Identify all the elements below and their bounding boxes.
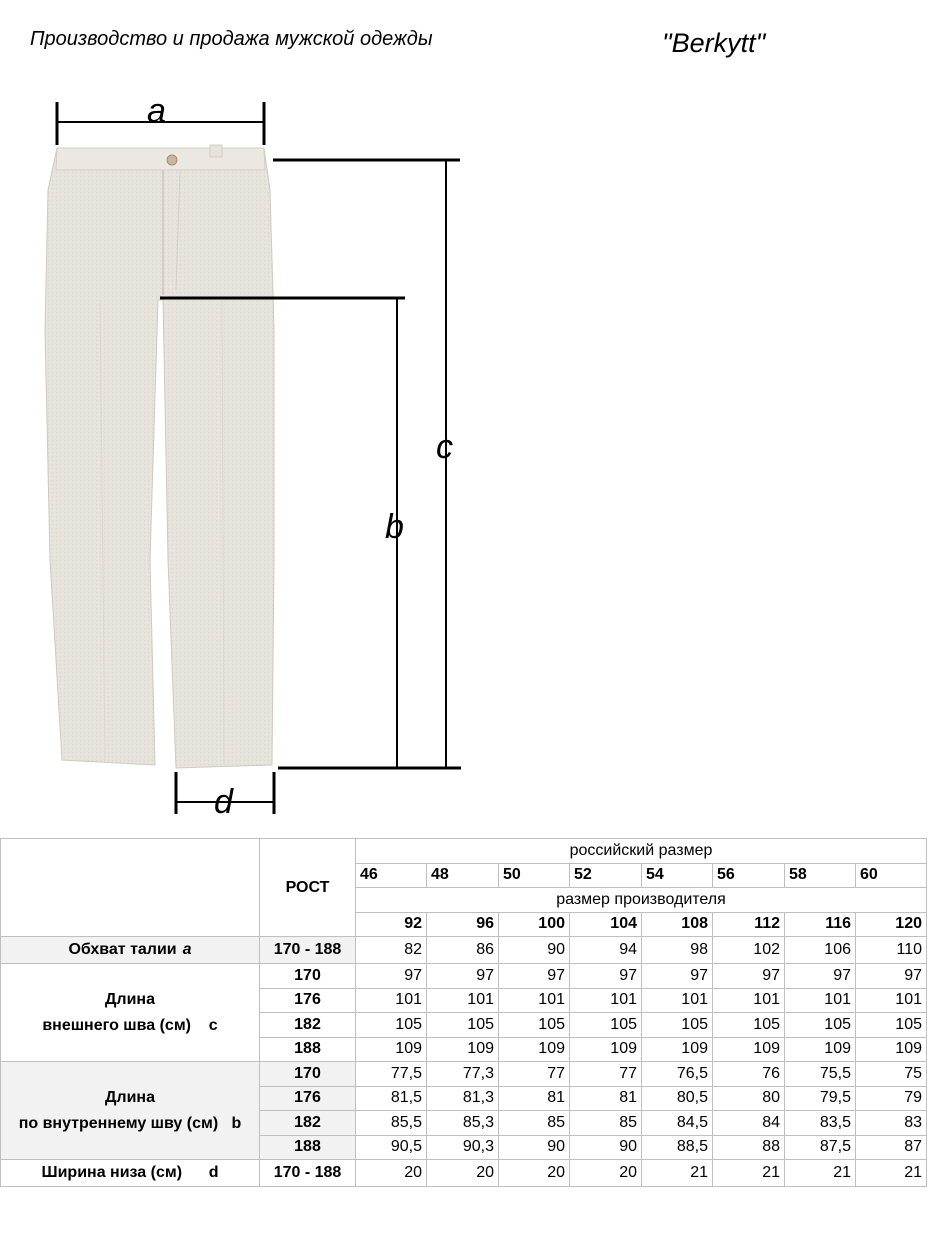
russian-size-header: российский размер [356, 839, 927, 864]
value-cell: 97 [856, 964, 927, 989]
value-cell: 81 [499, 1086, 570, 1111]
height-header: РОСТ [260, 839, 356, 937]
waist-param: a [182, 941, 192, 958]
value-cell: 105 [427, 1013, 499, 1038]
russian-size: 56 [713, 863, 785, 888]
value-cell: 87,5 [785, 1135, 856, 1160]
outer-seam-param: c [208, 1016, 218, 1034]
value-cell: 90 [499, 1135, 570, 1160]
manufacturer-size: 104 [570, 912, 642, 937]
height-cell: 188 [260, 1037, 356, 1062]
height-cell: 170 [260, 1062, 356, 1087]
value-cell: 80 [713, 1086, 785, 1111]
russian-size: 54 [642, 863, 713, 888]
dimension-a [57, 92, 264, 145]
value-cell: 84 [713, 1111, 785, 1136]
value-cell: 90 [570, 1135, 642, 1160]
russian-size: 58 [785, 863, 856, 888]
value-cell: 87 [856, 1135, 927, 1160]
outer-seam-label [1, 964, 260, 1062]
height-cell: 170 - 188 [260, 1160, 356, 1187]
height-cell: 170 [260, 964, 356, 989]
value-cell: 106 [785, 937, 856, 964]
height-cell: 170 - 188 [260, 937, 356, 964]
value-cell: 21 [642, 1160, 713, 1187]
value-cell: 101 [785, 988, 856, 1013]
button-icon [167, 155, 177, 165]
russian-size: 46 [356, 863, 427, 888]
value-cell: 105 [499, 1013, 570, 1038]
value-cell: 77 [570, 1062, 642, 1087]
value-cell: 82 [356, 937, 427, 964]
value-cell: 101 [427, 988, 499, 1013]
russian-size: 60 [856, 863, 927, 888]
value-cell: 101 [570, 988, 642, 1013]
value-cell: 76,5 [642, 1062, 713, 1087]
value-cell: 88,5 [642, 1135, 713, 1160]
value-cell: 81 [570, 1086, 642, 1111]
table-row-hem [1, 1160, 927, 1187]
manufacturer-size: 92 [356, 912, 427, 937]
value-cell: 90,3 [427, 1135, 499, 1160]
inner-seam-param: b [231, 1114, 242, 1132]
value-cell: 109 [356, 1037, 427, 1062]
height-cell: 176 [260, 988, 356, 1013]
label-a: a [147, 92, 166, 130]
value-cell: 88 [713, 1135, 785, 1160]
value-cell: 102 [713, 937, 785, 964]
manufacturer-size: 120 [856, 912, 927, 937]
value-cell: 109 [642, 1037, 713, 1062]
manufacturer-size-header: размер производителя [356, 888, 927, 913]
size-chart-table [0, 838, 927, 1187]
label-b: b [385, 508, 404, 546]
value-cell: 105 [856, 1013, 927, 1038]
value-cell: 97 [642, 964, 713, 989]
inner-seam-label [1, 1062, 260, 1160]
value-cell: 90,5 [356, 1135, 427, 1160]
label-c: c [436, 428, 453, 466]
brand-name: "Berkytt" [662, 28, 766, 58]
value-cell: 101 [499, 988, 570, 1013]
value-cell: 109 [713, 1037, 785, 1062]
value-cell: 97 [713, 964, 785, 989]
value-cell: 85 [570, 1111, 642, 1136]
outer-seam-label-line2: внешнего шва (см) [42, 1016, 191, 1034]
value-cell: 97 [427, 964, 499, 989]
russian-size: 48 [427, 863, 499, 888]
inner-seam-label-line1: Длина [105, 1088, 155, 1106]
value-cell: 79,5 [785, 1086, 856, 1111]
hem-label [1, 1160, 260, 1187]
table-row-outer-seam [1, 964, 927, 989]
value-cell: 75 [856, 1062, 927, 1087]
table-row-waist [1, 937, 927, 964]
value-cell: 97 [499, 964, 570, 989]
height-cell: 182 [260, 1013, 356, 1038]
value-cell: 98 [642, 937, 713, 964]
russian-size: 52 [570, 863, 642, 888]
value-cell: 94 [570, 937, 642, 964]
dimension-c [273, 160, 460, 768]
value-cell: 81,3 [427, 1086, 499, 1111]
value-cell: 20 [570, 1160, 642, 1187]
value-cell: 97 [785, 964, 856, 989]
value-cell: 105 [642, 1013, 713, 1038]
waist-label [1, 937, 260, 964]
value-cell: 97 [570, 964, 642, 989]
value-cell: 105 [785, 1013, 856, 1038]
value-cell: 20 [356, 1160, 427, 1187]
value-cell: 85,5 [356, 1111, 427, 1136]
page-subtitle: Производство и продажа мужской одежды [30, 28, 433, 50]
manufacturer-size: 112 [713, 912, 785, 937]
value-cell: 81,5 [356, 1086, 427, 1111]
manufacturer-size: 100 [499, 912, 570, 937]
manufacturer-size: 116 [785, 912, 856, 937]
value-cell: 21 [785, 1160, 856, 1187]
value-cell: 105 [713, 1013, 785, 1038]
waist-label-text: Обхват талии [68, 941, 177, 958]
value-cell: 109 [570, 1037, 642, 1062]
height-cell: 182 [260, 1111, 356, 1136]
value-cell: 101 [642, 988, 713, 1013]
value-cell: 84,5 [642, 1111, 713, 1136]
height-cell: 188 [260, 1135, 356, 1160]
value-cell: 20 [499, 1160, 570, 1187]
inner-seam-label-line2: по внутреннему шву (см) [18, 1114, 219, 1132]
value-cell: 79 [856, 1086, 927, 1111]
corner-cell [1, 839, 260, 937]
hem-label-text: Ширина низа (см) [41, 1164, 183, 1181]
value-cell: 77,5 [356, 1062, 427, 1087]
outer-seam-label-line1: Длина [105, 990, 155, 1008]
value-cell: 105 [570, 1013, 642, 1038]
value-cell: 20 [427, 1160, 499, 1187]
value-cell: 109 [427, 1037, 499, 1062]
value-cell: 21 [713, 1160, 785, 1187]
manufacturer-size: 96 [427, 912, 499, 937]
label-d: d [214, 783, 233, 821]
dimension-d [176, 772, 274, 821]
value-cell: 76 [713, 1062, 785, 1087]
manufacturer-size: 108 [642, 912, 713, 937]
value-cell: 21 [856, 1160, 927, 1187]
trousers-illustration [45, 145, 274, 768]
value-cell: 83 [856, 1111, 927, 1136]
value-cell: 80,5 [642, 1086, 713, 1111]
value-cell: 109 [499, 1037, 570, 1062]
value-cell: 77,3 [427, 1062, 499, 1087]
value-cell: 83,5 [785, 1111, 856, 1136]
value-cell: 85 [499, 1111, 570, 1136]
value-cell: 101 [856, 988, 927, 1013]
value-cell: 110 [856, 937, 927, 964]
value-cell: 90 [499, 937, 570, 964]
value-cell: 101 [713, 988, 785, 1013]
value-cell: 109 [856, 1037, 927, 1062]
value-cell: 77 [499, 1062, 570, 1087]
value-cell: 97 [356, 964, 427, 989]
value-cell: 85,3 [427, 1111, 499, 1136]
value-cell: 86 [427, 937, 499, 964]
value-cell: 75,5 [785, 1062, 856, 1087]
russian-size: 50 [499, 863, 570, 888]
hem-param: d [208, 1164, 219, 1181]
table-row-inner-seam [1, 1062, 927, 1087]
height-cell: 176 [260, 1086, 356, 1111]
value-cell: 105 [356, 1013, 427, 1038]
value-cell: 109 [785, 1037, 856, 1062]
value-cell: 101 [356, 988, 427, 1013]
